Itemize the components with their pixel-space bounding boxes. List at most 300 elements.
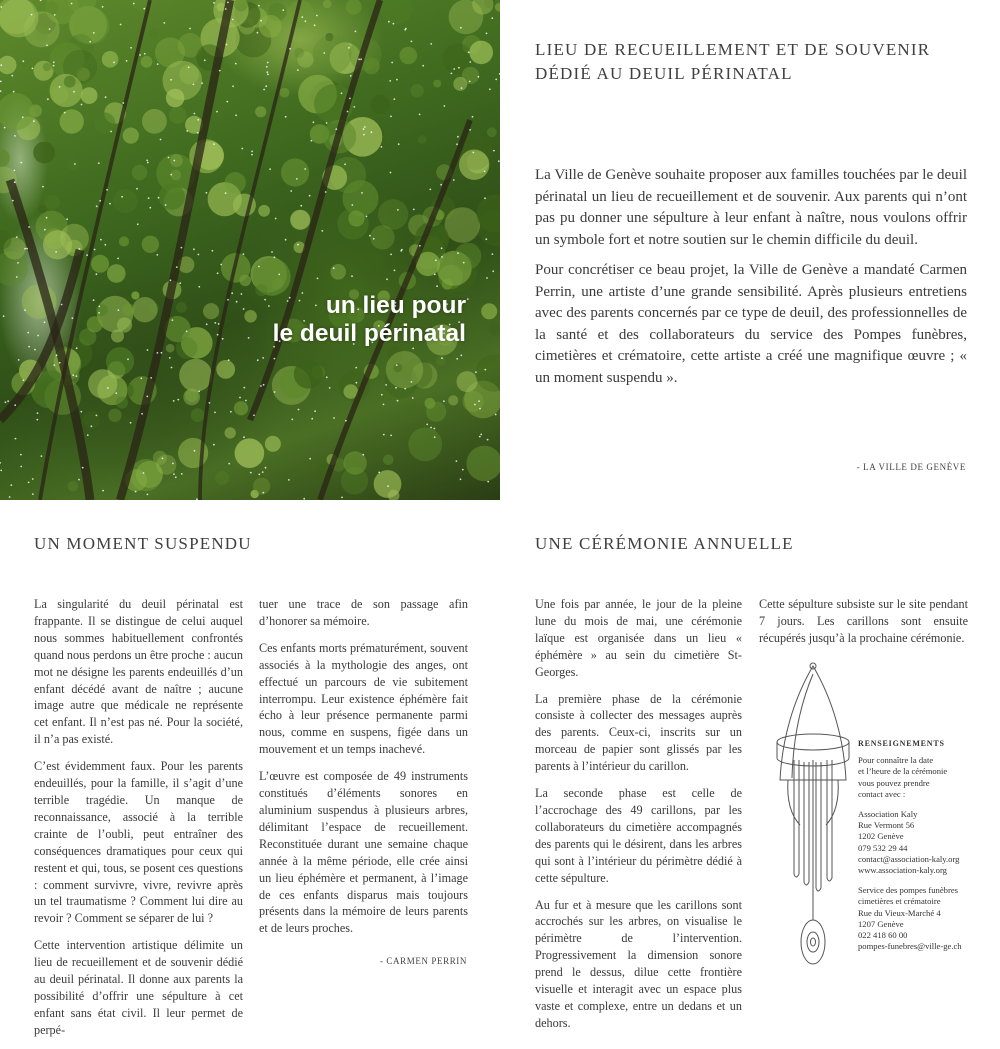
light-dot: [469, 81, 471, 83]
foliage-patch: [166, 344, 175, 353]
light-dot: [15, 438, 17, 440]
light-dot: [419, 114, 421, 116]
light-dot: [461, 87, 463, 89]
foliage-patch: [281, 158, 309, 186]
light-dot: [491, 17, 493, 19]
foliage-patch: [122, 303, 135, 316]
light-dot: [274, 256, 276, 258]
light-dot: [193, 248, 195, 250]
light-dot: [236, 301, 238, 303]
light-dot: [109, 203, 111, 205]
light-dot: [472, 152, 474, 154]
light-dot: [457, 252, 459, 254]
light-dot: [484, 171, 486, 173]
light-dot: [387, 485, 389, 487]
light-dot: [460, 478, 462, 480]
light-dot: [268, 305, 270, 307]
light-dot: [72, 317, 74, 319]
light-dot: [341, 497, 343, 499]
light-dot: [179, 282, 181, 284]
light-dot: [46, 217, 48, 219]
foliage-patch: [132, 165, 147, 180]
light-dot: [458, 67, 460, 69]
light-dot: [227, 299, 229, 301]
intro-paragraph-2: Pour concrétiser ce beau projet, la Ville de Genève a mandaté Carmen Perrin, une artiste d’une grande sensibilité. Après plusieurs entretiens avec des parents concernés par ce type de deuil, des professionnelles de la santé et des collaborateurs du service des Pompes funèbres, cimetières et crématoire, cette artiste a créé une magnifique œuvre ; « un moment suspendu ».: [535, 262, 967, 386]
light-dot: [355, 31, 357, 33]
light-dot: [24, 309, 26, 311]
foliage-patch: [43, 63, 51, 71]
light-dot: [441, 247, 443, 249]
light-dot: [96, 273, 98, 275]
light-dot: [241, 293, 243, 295]
light-dot: [404, 388, 406, 390]
light-dot: [36, 419, 38, 421]
light-dot: [430, 43, 432, 45]
light-dot: [169, 357, 171, 359]
light-dot: [358, 58, 360, 60]
light-dot: [133, 3, 135, 5]
org1-street: Rue Vermont 56: [858, 820, 915, 831]
contact-info: [858, 738, 978, 952]
light-dot: [135, 491, 137, 493]
light-dot: [288, 479, 290, 481]
light-dot: [148, 197, 150, 199]
light-dot: [463, 262, 465, 264]
light-dot: [440, 184, 442, 186]
light-dot: [484, 197, 486, 199]
foliage-patch: [33, 142, 55, 164]
light-dot: [396, 364, 398, 366]
light-dot: [487, 439, 489, 441]
light-dot: [264, 299, 266, 301]
light-dot: [243, 308, 245, 310]
light-dot: [110, 131, 112, 133]
light-dot: [478, 400, 480, 402]
foliage-patch: [159, 184, 185, 210]
light-dot: [360, 58, 362, 60]
org2-email-link[interactable]: pompes-funebres@ville-ge.ch: [858, 941, 962, 952]
foliage-patch: [481, 303, 497, 319]
light-dot: [14, 181, 16, 183]
light-dot: [296, 178, 298, 180]
org1-phone: 079 532 29 44: [858, 842, 908, 853]
foliage-patch: [408, 428, 442, 462]
light-dot: [93, 32, 95, 34]
light-dot: [78, 479, 80, 481]
info-intro-2: et l’heure de la cérémonie: [858, 766, 948, 777]
light-dot: [130, 47, 132, 49]
light-dot: [146, 396, 148, 398]
foliage-patch: [140, 72, 152, 84]
light-dot: [398, 143, 400, 145]
light-dot: [404, 29, 406, 31]
light-dot: [76, 347, 78, 349]
foliage-patch: [119, 236, 129, 246]
light-dot: [262, 492, 264, 494]
light-dot: [196, 498, 198, 500]
org1-email-link[interactable]: contact@association-kaly.org: [858, 853, 960, 864]
foliage-patch: [244, 310, 257, 323]
wind-chime-icon: [768, 660, 858, 975]
light-dot: [22, 60, 24, 62]
foliage-patch: [43, 230, 72, 259]
foliage-patch: [81, 87, 98, 104]
light-dot: [173, 473, 175, 475]
light-dot: [172, 319, 174, 321]
light-dot: [313, 121, 315, 123]
ceremony-col2-paragraph-1: Cette sépulture subsiste sur le site pendant 7 jours. Les carillons sont ensuite récupérés jusqu’à la prochaine cérémonie.: [759, 597, 968, 645]
foliage-patch: [290, 210, 310, 230]
light-dot: [314, 24, 316, 26]
light-dot: [257, 359, 259, 361]
light-dot: [217, 272, 219, 274]
light-dot: [113, 62, 115, 64]
light-dot: [18, 359, 20, 361]
light-dot: [291, 419, 293, 421]
light-dot: [370, 131, 372, 133]
foliage-patch: [108, 409, 121, 422]
light-dot: [390, 435, 392, 437]
light-dot: [262, 357, 264, 359]
light-dot: [20, 454, 22, 456]
light-dot: [37, 335, 39, 337]
light-dot: [204, 59, 206, 61]
light-dot: [269, 168, 271, 170]
light-dot: [479, 436, 481, 438]
light-dot: [213, 444, 215, 446]
light-dot: [436, 285, 438, 287]
light-dot: [478, 76, 480, 78]
light-dot: [198, 391, 200, 393]
foliage-patch: [176, 337, 198, 359]
light-dot: [253, 414, 255, 416]
foliage-patch: [59, 109, 83, 133]
foliage-patch: [117, 317, 132, 332]
light-dot: [235, 63, 237, 65]
light-dot: [386, 278, 388, 280]
light-dot: [61, 304, 63, 306]
light-dot: [485, 238, 487, 240]
light-dot: [348, 47, 350, 49]
light-dot: [484, 369, 486, 371]
light-dot: [53, 364, 55, 366]
moment-col2-paragraph-3: L’œuvre est composée de 49 instruments constitués d’éléments sonores en aluminium suspendus à plusieurs arbres, délimitant l’espace de recueillement. Reconstituée durant une semaine chaque année à la même période, elle crée ainsi un lieu éphémère et permanent, à l’image de ces enfants disparus mais toujours présents dans la mémoire de leurs parents et de leurs proches.: [259, 769, 468, 936]
light-dot: [390, 172, 392, 174]
light-dot: [0, 462, 1, 464]
light-dot: [258, 5, 260, 7]
light-dot: [10, 484, 12, 486]
moment-column-1: [34, 596, 243, 1049]
light-dot: [24, 248, 26, 250]
info-intro-1: Pour connaître la date: [858, 755, 934, 766]
light-dot: [323, 52, 325, 54]
light-dot: [193, 84, 195, 86]
foliage-patch: [436, 356, 446, 366]
light-dot: [11, 75, 13, 77]
light-dot: [212, 250, 214, 252]
foliage-patch: [330, 264, 346, 280]
light-dot: [285, 239, 287, 241]
light-dot: [107, 387, 109, 389]
tree-branches-graphic: [0, 0, 500, 500]
intro-heading: [535, 38, 975, 86]
light-dot: [82, 467, 84, 469]
light-dot: [214, 412, 216, 414]
light-dot: [106, 189, 108, 191]
light-dot: [162, 458, 164, 460]
light-dot: [141, 413, 143, 415]
photo-title: [273, 292, 466, 348]
foliage-patch: [313, 35, 352, 74]
light-dot: [218, 323, 220, 325]
info-intro-3: vous pouvez prendre: [858, 777, 930, 788]
foliage-patch: [96, 304, 108, 316]
org2-phone: 022 418 60 00: [858, 930, 908, 941]
light-dot: [250, 472, 252, 474]
light-dot: [297, 244, 299, 246]
light-dot: [121, 196, 123, 198]
light-dot: [9, 496, 11, 498]
light-dot: [444, 105, 446, 107]
org1-city: 1202 Genève: [858, 831, 904, 842]
light-dot: [122, 102, 124, 104]
foliage-patch: [45, 195, 60, 210]
light-dot: [456, 358, 458, 360]
light-dot: [274, 358, 276, 360]
foliage-patch: [469, 41, 493, 65]
light-dot: [298, 409, 300, 411]
light-dot: [216, 111, 218, 113]
foliage-patch: [255, 106, 266, 117]
light-dot: [278, 274, 280, 276]
light-dot: [460, 27, 462, 29]
moment-col1-paragraph-1: La singularité du deuil périnatal est frappante. Il se distingue de celui auquel nous sommes habituellement confrontés quand nous perdons un être proche : aucun mot ne désigne les parents endeuillés d’un enfant décédé avant de naître ; aucune image autre que médicale ne représente cet enfant. Il n’est pas né. Pour la société, il n’a pas existé.: [34, 597, 243, 747]
light-dot: [300, 205, 302, 207]
foliage-patch: [91, 255, 109, 273]
foliage-patch: [445, 207, 481, 243]
light-dot: [177, 399, 179, 401]
light-dot: [53, 65, 55, 67]
light-dot: [443, 400, 445, 402]
ceremony-col1-paragraph-2: La première phase de la cérémonie consiste à collecter des messages auprès des parents. Ceux-ci, inscrits sur un morceau de papier sont glissés par les parents à l’intérieur du carillon.: [535, 691, 742, 774]
light-dot: [209, 402, 211, 404]
light-dot: [243, 436, 245, 438]
light-dot: [341, 92, 343, 94]
foliage-patch: [191, 408, 205, 422]
light-dot: [434, 436, 436, 438]
org2-name-1: Service des pompes funèbres: [858, 885, 958, 896]
foliage-patch: [183, 389, 200, 406]
light-dot: [351, 204, 353, 206]
light-dot: [140, 377, 142, 379]
light-dot: [94, 249, 96, 251]
light-dot: [213, 2, 215, 4]
light-dot: [309, 458, 311, 460]
light-dot: [26, 248, 28, 250]
light-dot: [486, 277, 488, 279]
foliage-patch: [176, 302, 187, 313]
light-dot: [453, 68, 455, 70]
light-dot: [362, 454, 364, 456]
light-dot: [297, 69, 299, 71]
light-dot: [271, 251, 273, 253]
light-dot: [96, 205, 98, 207]
foliage-patch: [0, 149, 10, 167]
light-dot: [71, 3, 73, 5]
light-dot: [243, 253, 245, 255]
intro-body: [535, 165, 967, 398]
light-dot: [329, 387, 331, 389]
light-dot: [441, 357, 443, 359]
light-dot: [226, 44, 228, 46]
light-dot: [434, 274, 436, 276]
light-dot: [102, 490, 104, 492]
light-dot: [59, 86, 61, 88]
forest-canopy-photo: [0, 0, 500, 500]
light-dot: [231, 292, 233, 294]
light-dot: [411, 41, 413, 43]
foliage-patch: [448, 395, 458, 405]
foliage-patch: [455, 243, 482, 270]
light-dot: [289, 48, 291, 50]
light-dot: [157, 352, 159, 354]
light-dot: [390, 254, 392, 256]
foliage-patch: [255, 284, 267, 296]
light-dot: [14, 170, 16, 172]
org2-street: Rue du Vieux-Marché 4: [858, 907, 941, 918]
intro-heading-line-2: DÉDIÉ AU DEUIL PÉRINATAL: [535, 64, 793, 83]
light-dot: [235, 114, 237, 116]
light-dot: [40, 0, 42, 1]
light-dot: [317, 278, 319, 280]
light-dot: [419, 245, 421, 247]
light-dot: [171, 367, 173, 369]
light-dot: [149, 207, 151, 209]
light-dot: [349, 98, 351, 100]
moment-col1-paragraph-2: C’est évidemment faux. Pour les parents endeuillés, pour la famille, il s’agit d’une terrible tragédie. Un manque de reconnaissance, associé à la terrible crainte de l’oubli, peut entraîner des conséquences dramatiques pour ceux qui restent et qui, tous, se posent ces questions : comment survivre, vivre, revivre après un tel traumatisme ? Comment lui dire au revoir ? Comment se séparer de lui ?: [34, 759, 243, 926]
light-dot: [381, 394, 383, 396]
light-dot: [0, 90, 1, 92]
light-dot: [467, 298, 469, 300]
light-dot: [86, 254, 88, 256]
light-dot: [469, 61, 471, 63]
light-dot: [87, 434, 89, 436]
foliage-patch: [280, 88, 290, 98]
light-dot: [197, 119, 199, 121]
foliage-patch: [216, 360, 235, 379]
light-dot: [20, 466, 22, 468]
foliage-patch: [179, 359, 212, 392]
light-dot: [146, 160, 148, 162]
foliage-patch: [38, 205, 46, 213]
light-dot: [350, 75, 352, 77]
light-dot: [493, 150, 495, 152]
foliage-patch: [163, 61, 203, 101]
light-dot: [181, 247, 183, 249]
light-dot: [102, 6, 104, 8]
light-dot: [230, 411, 232, 413]
light-dot: [489, 88, 491, 90]
foliage-patch: [259, 15, 282, 38]
light-dot: [189, 28, 191, 30]
light-dot: [161, 352, 163, 354]
foliage-patch: [410, 84, 423, 97]
foliage-patch: [258, 205, 270, 217]
light-dot: [118, 309, 120, 311]
light-dot: [201, 82, 203, 84]
light-dot: [47, 98, 49, 100]
foliage-patch: [457, 371, 478, 392]
light-dot: [389, 80, 391, 82]
light-dot: [356, 382, 358, 384]
light-dot: [16, 236, 18, 238]
light-dot: [355, 367, 357, 369]
light-dot: [345, 420, 347, 422]
light-dot: [222, 338, 224, 340]
foliage-patch: [323, 0, 332, 8]
light-dot: [260, 385, 262, 387]
light-dot: [456, 460, 458, 462]
ceremony-column-1: [535, 596, 742, 1042]
light-dot: [98, 312, 100, 314]
org1-website-link[interactable]: www.association-kaly.org: [858, 865, 947, 876]
foliage-patch: [294, 360, 323, 389]
light-dot: [143, 472, 145, 474]
light-dot: [393, 23, 395, 25]
light-dot: [366, 216, 368, 218]
light-dot: [430, 427, 432, 429]
light-dot: [245, 400, 247, 402]
light-dot: [305, 20, 307, 22]
light-dot: [395, 387, 397, 389]
light-dot: [23, 379, 25, 381]
light-dot: [156, 254, 158, 256]
foliage-patch: [203, 303, 219, 319]
light-dot: [290, 190, 292, 192]
light-dot: [150, 377, 152, 379]
moment-col2-paragraph-2: Ces enfants morts prématurément, souvent associés à la mythologie des anges, ont effectué un parcours de vie subitement interrompu. Leur existence éphémère fait écho à leur présence permanente parmi nous, comme en suspens, figée dans un mouvement et un temps inachevé.: [259, 640, 468, 757]
light-dot: [475, 371, 477, 373]
light-dot: [158, 197, 160, 199]
light-dot: [413, 209, 415, 211]
light-dot: [239, 397, 241, 399]
light-dot: [115, 392, 117, 394]
light-dot: [495, 414, 497, 416]
light-dot: [17, 262, 19, 264]
light-dot: [385, 384, 387, 386]
foliage-patch: [149, 28, 159, 38]
light-dot: [456, 143, 458, 145]
ceremony-col1-paragraph-4: Au fur et à mesure que les carillons sont accrochés sur les arbres, on visualise le périmètre de l’intervention. Progressivement la dimension sonore prend le dessus, dilue cette frontière visuelle et interagit avec un espace plus vaste et complexe, entre un dedans et un dehors.: [535, 897, 742, 1030]
light-dot: [188, 67, 190, 69]
light-dot: [391, 62, 393, 64]
light-dot: [498, 160, 500, 162]
foliage-patch: [386, 351, 423, 388]
light-dot: [163, 22, 165, 24]
light-dot: [28, 482, 30, 484]
ceremony-column-2: [759, 596, 968, 657]
light-dot: [0, 64, 2, 66]
light-dot: [304, 168, 306, 170]
photo-title-line-2: le deuil périnatal: [272, 320, 466, 347]
light-dot: [136, 188, 138, 190]
org2-city: 1207 Genève: [858, 918, 904, 929]
light-dot: [130, 422, 132, 424]
foliage-patch: [495, 3, 500, 12]
light-dot: [7, 400, 9, 402]
light-dot: [105, 96, 107, 98]
light-dot: [76, 375, 78, 377]
